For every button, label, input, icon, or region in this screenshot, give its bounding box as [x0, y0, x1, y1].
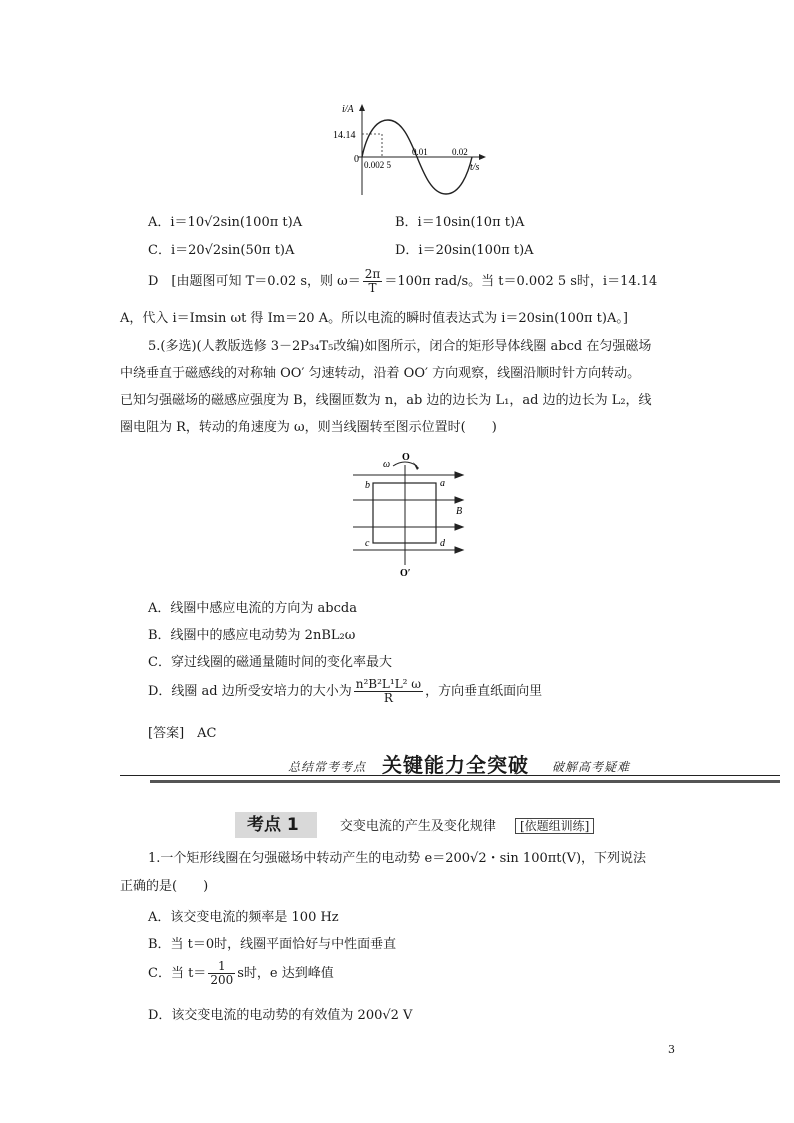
origin-label: 0 — [354, 154, 359, 165]
y-axis-label: i/A — [342, 104, 354, 115]
q4-solution-line-1 — [148, 268, 657, 295]
omega-label: ω — [383, 459, 391, 470]
q1-option-a: A．该交变电流的频率是 100 Hz — [148, 910, 339, 925]
q1-option-c-suffix: s时，e 达到峰值 — [237, 966, 334, 981]
q5-option-d-suffix: ，方向垂直纸面向里 — [425, 684, 543, 699]
q5-option-d-prefix: D．线圈 ad 边所受安培力的大小为 — [148, 684, 352, 699]
rotation-arrowhead — [413, 462, 419, 470]
q5-option-c: C．穿过线圈的磁通量随时间的变化率最大 — [148, 655, 392, 670]
topic-tag: [依题组训练] — [515, 818, 594, 834]
x-tick-label-2: 0.01 — [412, 147, 428, 157]
coil-magnetic-field-diagram — [345, 450, 475, 580]
q5-stem-line-1: 5.(多选)(人教版选修 3－2P₃₄T₅改编)如图所示，闭合的矩形导体线圈 abcd 在匀强磁场 — [148, 339, 652, 354]
q5-stem-line-3: 已知匀强磁场的磁感应强度为 B，线圈匝数为 n，ab 边的边长为 L₁，ad 边的边长为 L₂，线 — [120, 393, 652, 408]
corner-b-label: b — [365, 480, 370, 491]
o-bottom-label: O′ — [400, 568, 411, 579]
banner-right-text: 破解高考疑难 — [552, 760, 631, 774]
topic-number-badge: 考点 1 — [235, 812, 317, 838]
q4-option-a: A．i＝10√2sin(100π t)A — [148, 215, 303, 230]
current-time-graph — [330, 100, 490, 200]
q1-option-c — [148, 960, 334, 987]
section-banner — [120, 747, 780, 785]
corner-a-label: a — [440, 478, 445, 489]
q5-answer: [答案] AC — [148, 726, 217, 741]
q4-option-d: D．i＝20sin(100π t)A — [395, 243, 534, 258]
force-fraction-num: n²B²L¹L² ω — [355, 677, 422, 691]
corner-c-label: c — [365, 538, 370, 549]
time-fraction-num: 1 — [208, 960, 235, 974]
q1-option-b: B．当 t＝0时，线圈平面恰好与中性面垂直 — [148, 937, 397, 952]
q4-solution-part-b: ＝100π rad/s。当 t＝0.002 5 s时，i＝14.14 — [384, 274, 658, 289]
q5-option-d — [148, 678, 542, 705]
x-axis-label: t/s — [470, 162, 480, 173]
corner-d-label: d — [440, 538, 445, 549]
q1-stem-line-2: 正确的是( ) — [120, 879, 209, 894]
force-fraction-den: R — [383, 691, 393, 705]
q1-stem-line-1: 1.一个矩形线圈在匀强磁场中转动产生的电动势 e＝200√2・sin 100πt(V)，下列说法 — [148, 851, 647, 866]
banner-title: 关键能力全突破 — [382, 753, 529, 777]
y-axis-arrow — [359, 104, 365, 111]
x-axis-arrow — [479, 154, 486, 160]
force-fraction — [354, 678, 423, 705]
q4-solution-line-2: A，代入 i＝Imsin ωt 得 Im＝20 A。所以电流的瞬时值表达式为 i＝20sin(100π t)A。] — [120, 311, 628, 326]
omega-fraction — [363, 268, 383, 295]
x-tick-label-1: 0.002 5 — [364, 160, 391, 170]
time-fraction-den: 200 — [210, 973, 234, 987]
time-fraction — [208, 960, 235, 987]
q4-option-c: C．i＝20√2sin(50π t)A — [148, 243, 295, 258]
q5-stem-line-4: 圈电阻为 R，转动的角速度为 ω，则当线圈转至图示位置时( ) — [120, 420, 497, 435]
q5-stem-line-2: 中绕垂直于磁感线的对称轴 OO′ 匀速转动，沿着 OO′ 方向观察，线圈沿顺时针方向转动。 — [120, 366, 641, 381]
page-number: 3 — [668, 1043, 675, 1056]
omega-fraction-num: 2π — [364, 267, 381, 281]
q5-option-b: B．线圈中的感应电动势为 2nBL₂ω — [148, 628, 356, 643]
banner-bottom-rule — [150, 780, 780, 783]
field-b-label: B — [456, 506, 463, 517]
q5-option-a: A．线圈中感应电流的方向为 abcda — [148, 601, 357, 616]
y-tick-label: 14.14 — [333, 130, 356, 141]
x-tick-label-3: 0.02 — [452, 147, 468, 157]
topic-header — [235, 810, 594, 835]
q4-solution-part-a: D [由题图可知 T＝0.02 s，则 ω＝ — [148, 274, 361, 289]
omega-fraction-den: T — [368, 281, 377, 295]
q1-option-d: D．该交变电流的电动势的有效值为 200√2 V — [148, 1008, 413, 1023]
o-top-label: O — [402, 452, 410, 463]
topic-description: 交变电流的产生及变化规律 — [339, 819, 496, 834]
banner-left-text: 总结常考考点 — [288, 760, 367, 774]
q1-option-c-prefix: C．当 t＝ — [148, 966, 207, 981]
q4-option-b: B．i＝10sin(10π t)A — [395, 215, 525, 230]
